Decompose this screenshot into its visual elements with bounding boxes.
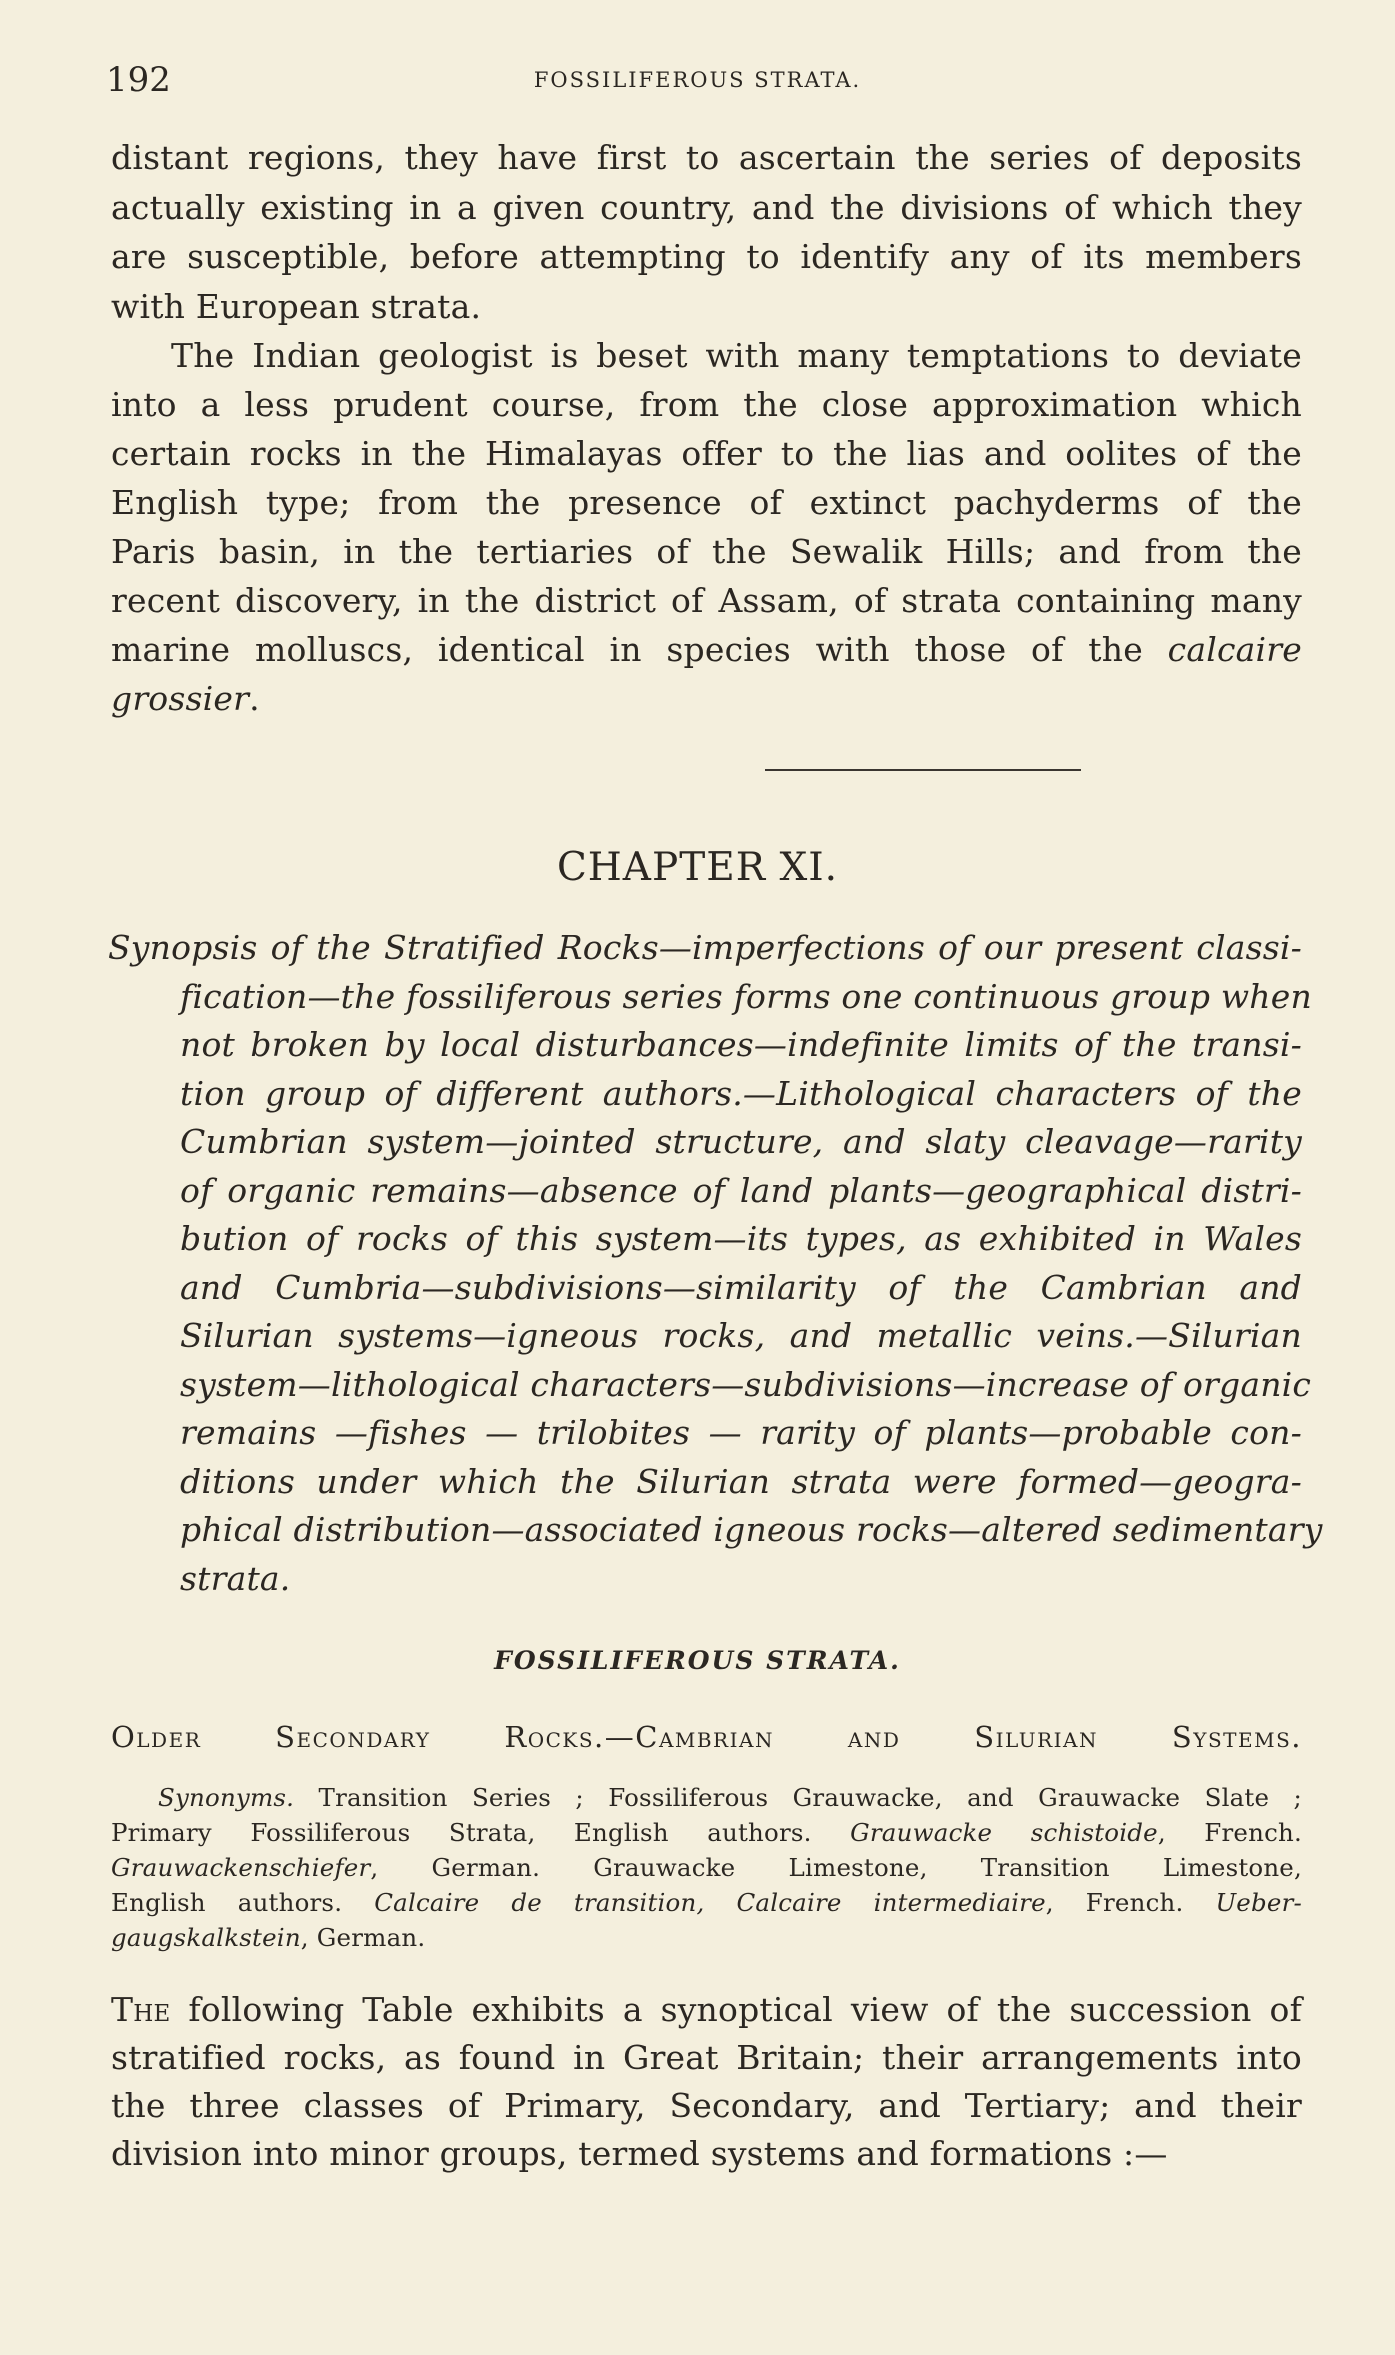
text-segment: English type; from the presence of extinct pachyderms of the <box>111 483 1302 522</box>
text-segment: , French. <box>1157 1818 1302 1847</box>
running-head: FOSSILIFEROUS STRATA. <box>533 68 862 92</box>
italic-text: Calcaire de transition, Calcaire intermediaire <box>374 1888 1046 1917</box>
text-segment: The Indian geologist is beset with many temptations to deviate <box>171 336 1302 375</box>
italic-text: gaugskalkstein <box>111 1923 301 1952</box>
italic-text: phical distribution—associated igneous rocks—altered sedimentary <box>180 1510 1323 1549</box>
italic-text: and Cumbria—subdivisions—similarity of the Cambrian and <box>180 1267 1302 1307</box>
text-line <box>180 1462 1302 1502</box>
text-line <box>180 1316 1302 1356</box>
text-segment: into a less prudent course, from the close approximation which <box>111 385 1302 424</box>
text-segment: Primary Fossiliferous Strata, English authors. <box>111 1818 851 1847</box>
text-line <box>111 138 1302 178</box>
text-segment: following Table exhibits a synoptical view of the succession of <box>170 1990 1302 2029</box>
italic-text: tion group of different authors.—Lithological characters of the <box>180 1073 1302 1113</box>
text-line <box>108 928 1302 968</box>
text-line <box>111 385 1302 425</box>
text-segment: actually existing in a given country, and the divisions of which they <box>111 187 1302 227</box>
text-line <box>180 1074 1302 1114</box>
text-segment: the three classes of Primary, Secondary, and Tertiary; and their <box>111 2086 1302 2125</box>
text-segment: marine molluscs, identical in species with those of the <box>111 630 1168 669</box>
italic-text: grossier <box>111 679 250 718</box>
text-line <box>111 1888 1302 1918</box>
italic-text: Grauwacke schistoide <box>850 1818 1158 1847</box>
italic-text: bution of rocks of this system—its types, as exhibited in Wales <box>180 1219 1302 1258</box>
text-line <box>180 1413 1302 1453</box>
italic-text: strata. <box>180 1558 291 1598</box>
italic-text: fication—the fossiliferous series forms one continuous group when <box>180 976 1312 1016</box>
italic-text: remains —fishes — trilobites — rarity of plants—probable con- <box>180 1413 1302 1452</box>
italic-text: system—lithological characters—subdivisions—increase of organic <box>180 1364 1312 1404</box>
text-line <box>111 2038 1302 2078</box>
text-segment: English authors. <box>111 1888 375 1917</box>
text-line <box>180 1559 1302 1599</box>
italic-text: Cumbrian system—jointed structure, and slaty cleavage—rarity <box>180 1122 1302 1161</box>
text-line <box>111 483 1302 523</box>
text-line <box>158 1783 1302 1813</box>
text-line <box>180 1025 1302 1065</box>
italic-text: Silurian systems—igneous rocks, and metallic veins.—Silurian <box>180 1316 1302 1355</box>
text-line <box>111 532 1302 572</box>
text-line <box>171 336 1302 376</box>
text-line <box>180 1219 1302 1259</box>
text-segment: division into minor groups, termed systems and formations :— <box>111 2134 1168 2173</box>
text-line <box>111 2134 1302 2174</box>
text-segment: , French. <box>1045 1888 1216 1917</box>
text-segment: with European strata. <box>111 286 482 326</box>
text-line <box>111 630 1302 670</box>
page-number: 192 <box>106 60 171 100</box>
text-line <box>111 1853 1302 1883</box>
text-line <box>111 188 1302 228</box>
divider-rule <box>765 769 1081 771</box>
section-subtitle: Older Secondary Rocks.—Cambrian and Silurian Systems. <box>111 1720 1302 1754</box>
text-segment: Transition Series ; Fossiliferous Grauwacke, and Grauwacke Slate ; <box>294 1783 1302 1812</box>
text-line <box>180 976 1312 1017</box>
text-line <box>111 1818 1302 1848</box>
italic-text: Grauwackenschiefer <box>111 1853 371 1882</box>
text-line <box>180 1171 1302 1211</box>
text-line <box>111 287 1302 327</box>
text-line <box>111 237 1302 277</box>
text-line <box>180 1122 1302 1162</box>
chapter-title: CHAPTER XI. <box>556 845 839 890</box>
text-segment: are susceptible, before attempting to identify any of its members <box>111 237 1302 276</box>
text-line <box>180 1510 1323 1550</box>
italic-text: calcaire <box>1167 630 1302 669</box>
text-segment: , German. <box>300 1923 426 1952</box>
italic-text: Synopsis of the Stratified Rocks—imperfections of our present classi- <box>108 928 1302 967</box>
text-line <box>180 1364 1312 1405</box>
text-segment: , German. Grauwacke Limestone, Transition Limestone, <box>370 1853 1302 1882</box>
italic-text: Ueber- <box>1215 1888 1302 1917</box>
text-segment: . <box>249 679 260 718</box>
text-line <box>111 581 1302 621</box>
text-line <box>111 679 1302 719</box>
italic-text: not broken by local disturbances—indefinite limits of the transi- <box>180 1025 1302 1064</box>
text-line <box>111 1923 1302 1953</box>
text-line <box>111 1990 1302 2030</box>
italic-text: Synonyms. <box>158 1783 295 1812</box>
text-line <box>180 1268 1302 1308</box>
text-segment: recent discovery, in the district of Assam, of strata containing many <box>111 581 1302 620</box>
text-line <box>111 434 1302 474</box>
italic-text: ditions under which the Silurian strata were formed—geogra- <box>180 1461 1302 1501</box>
text-line <box>111 2086 1302 2126</box>
text-segment: certain rocks in the Himalayas offer to the lias and oolites of the <box>111 434 1302 473</box>
italic-text: of organic remains—absence of land plants—geographical distri- <box>180 1170 1302 1210</box>
section-title: FOSSILIFEROUS STRATA. <box>494 1646 901 1675</box>
text-segment: distant regions, they have first to ascertain the series of deposits <box>111 138 1302 177</box>
text-segment: stratified rocks, as found in Great Britain; their arrangements into <box>111 2038 1302 2077</box>
text-segment: Paris basin, in the tertiaries of the Sewalik Hills; and from the <box>111 532 1302 571</box>
text-segment: The <box>111 1990 171 2029</box>
